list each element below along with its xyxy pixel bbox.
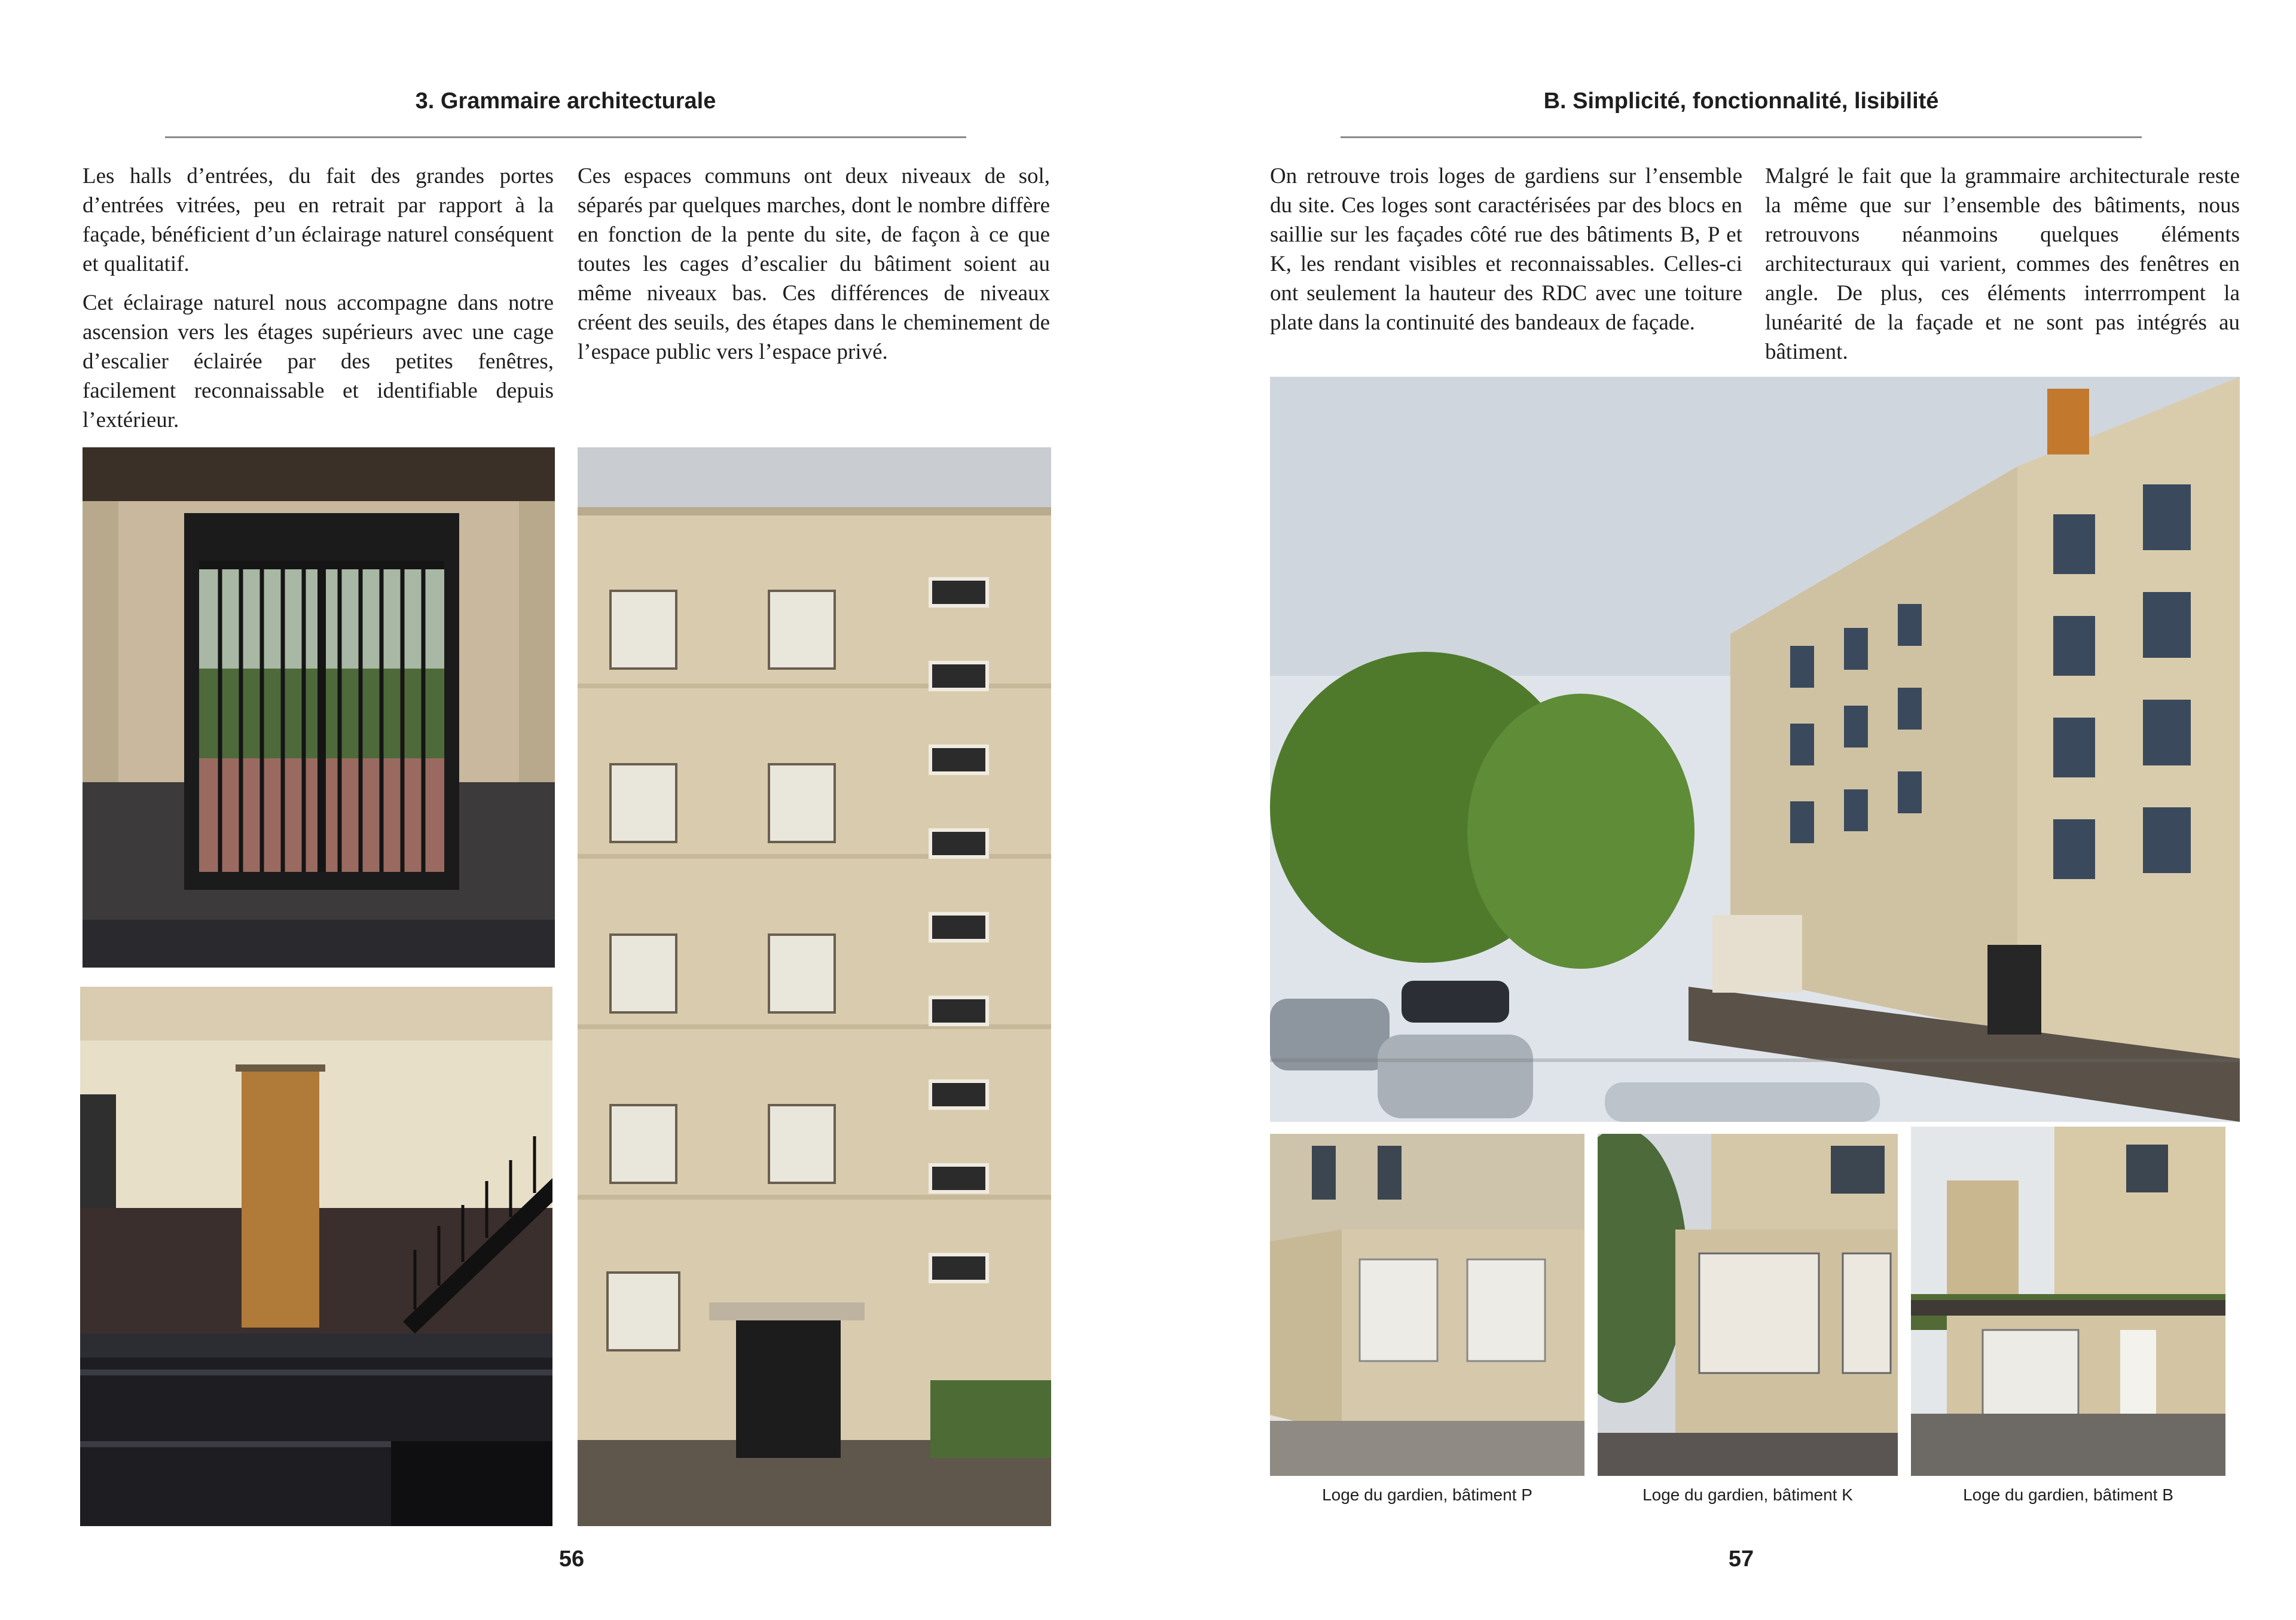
header-rule <box>165 136 966 138</box>
building-street-photo <box>1270 377 2240 1122</box>
text-column-2 <box>1765 161 2240 376</box>
right-page <box>1148 0 2296 1620</box>
loge-batiment-p-photo <box>1270 1134 1584 1476</box>
page-header: 3. Grammaire architecturale <box>415 89 716 114</box>
loge-batiment-b-photo <box>1911 1127 2225 1476</box>
text-column-1 <box>1270 161 1742 347</box>
paragraph: Les halls d’entrées, du fait des grandes portes d’entrées vitrées, peu en retrait par rapport à la façade, bénéficient d’un éclairage naturel conséquent et qualitatif. <box>83 164 554 276</box>
photo-caption: Loge du gardien, bâtiment P <box>1322 1485 1532 1504</box>
page-number: 57 <box>1728 1546 1754 1572</box>
paragraph: Cet éclairage naturel nous accompagne dans notre ascension vers les étages supérieurs avec une cage d’escalier éclairée par des petites fenêtres, facilement reconnaissable et identifiable depuis l’extérieur. <box>83 291 554 432</box>
facade-photo <box>578 447 1051 1526</box>
text-column-2 <box>578 161 1050 376</box>
paragraph: On retrouve trois loges de gardiens sur l’ensemble du site. Ces loges sont caractérisées par des blocs en saillie sur les façades côté rue des bâtiments B, P et K, les rendant visibles et reconnaissables. Celles-ci ont seulement la hauteur des RDC avec une toiture plate dans la continuité des bandeaux de façade. <box>1270 164 1742 335</box>
text-column-1 <box>83 161 554 444</box>
header-rule <box>1341 136 2142 138</box>
photo-caption: Loge du gardien, bâtiment K <box>1642 1485 1853 1504</box>
page-header: B. Simplicité, fonctionnalité, lisibilité <box>1543 89 1939 114</box>
lobby-stairs-photo <box>80 987 552 1526</box>
entrance-hall-door-photo <box>83 447 555 968</box>
page-number: 56 <box>558 1546 585 1572</box>
photo-caption: Loge du gardien, bâtiment B <box>1963 1485 2173 1504</box>
loge-batiment-k-photo <box>1598 1134 1898 1476</box>
paragraph: Malgré le fait que la grammaire architecturale reste la même que sur l’ensemble des bâtiments, nous retrouvons néanmoins quelques éléments architecturaux qui varient, commes des fenêtres en angle. De plus, ces éléments interrrompent la lunéarité de la façade et ne sont pas intégrés au bâtiment. <box>1765 164 2240 364</box>
paragraph: Ces espaces communs ont deux niveaux de sol, séparés par quelques marches, dont le nombre diffère en fonction de la pente du site, de façon à ce que toutes les cages d’escalier du bâtiment soient au même niveaux bas. Ces différences de niveaux créent des seuils, des étapes dans le cheminement de l’espace public vers l’espace privé. <box>578 164 1050 364</box>
